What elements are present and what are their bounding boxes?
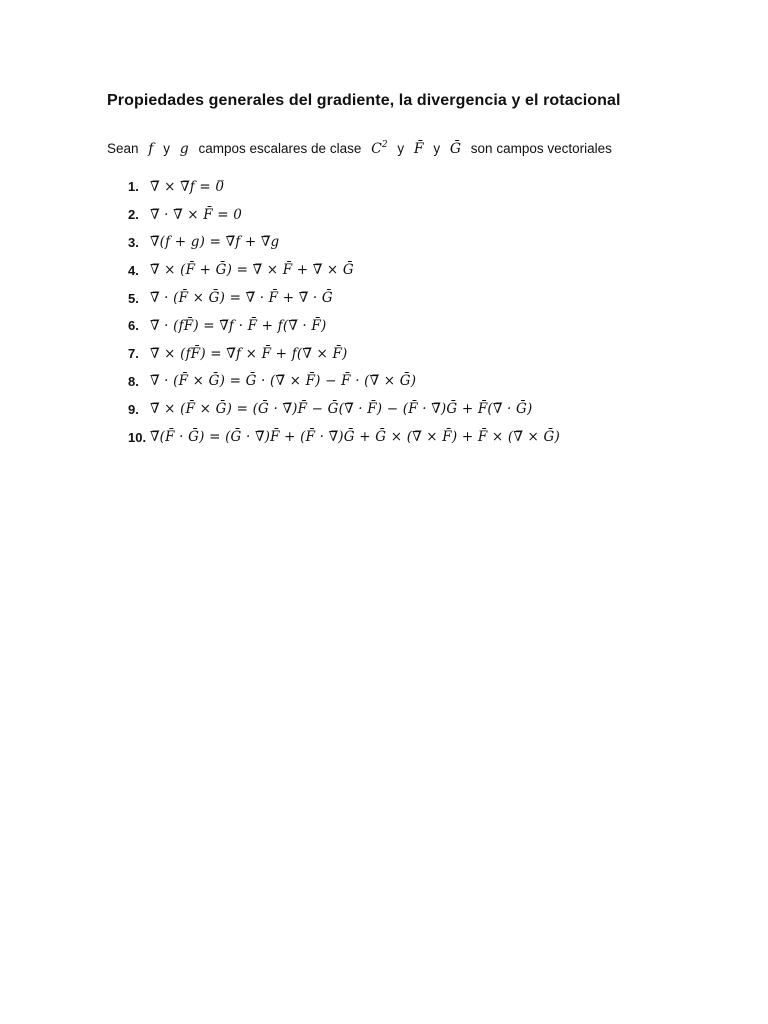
property-formula: ∇̅ · (fF̄) = ∇̅f · F̄ + f(∇̅ · F̄) bbox=[150, 317, 327, 334]
property-formula: ∇̅ · (F̄ × Ḡ) = Ḡ · (∇̅ × F̄) − F̄ · (∇̅ × Ḡ) bbox=[150, 373, 417, 390]
property-item bbox=[128, 229, 560, 257]
property-number: 4. bbox=[128, 262, 139, 278]
symbol-g-vector: Ḡ bbox=[449, 141, 462, 157]
property-formula: ∇̅ × (F̄ + Ḡ) = ∇̅ × F̄ + ∇̅ × Ḡ bbox=[150, 262, 354, 279]
intro-phrase-campos-escalares: campos escalares de clase bbox=[198, 141, 362, 156]
property-formula: ∇̅(F̄ · Ḡ) = (Ḡ · ∇̅)F̄ + (F̄ · ∇̅)Ḡ + Ḡ × (∇̅ × F̄) + F̄ × (∇̅ × Ḡ) bbox=[150, 429, 560, 446]
property-number: 9. bbox=[128, 401, 139, 417]
property-number: 3. bbox=[128, 234, 139, 250]
property-number: 10. bbox=[128, 429, 147, 445]
intro-word-y-3: y bbox=[433, 141, 441, 156]
property-item bbox=[128, 173, 560, 201]
intro-phrase-campos-vectoriales: son campos vectoriales bbox=[470, 141, 612, 156]
property-formula: ∇̅(f + g) = ∇̅f + ∇̅g bbox=[150, 234, 280, 251]
property-number: 5. bbox=[128, 290, 139, 306]
property-number: 6. bbox=[128, 318, 139, 334]
properties-list bbox=[128, 173, 560, 451]
symbol-g: g bbox=[179, 141, 189, 157]
property-number: 2. bbox=[128, 207, 139, 223]
property-item bbox=[128, 284, 560, 312]
property-item bbox=[128, 201, 560, 229]
property-item bbox=[128, 423, 560, 451]
property-formula: ∇̅ × (F̄ × Ḡ) = (Ḡ · ∇̅)F̄ − Ḡ(∇̅ · F̄) − (F̄ · ∇̅)Ḡ + F̄(∇̅ · Ḡ) bbox=[150, 401, 533, 418]
symbol-c-exponent: 2 bbox=[381, 140, 388, 150]
intro-word-y-2: y bbox=[397, 141, 405, 156]
symbol-f: f bbox=[148, 141, 154, 157]
symbol-c: $C^2$ bbox=[371, 140, 388, 157]
property-number: 8. bbox=[128, 373, 139, 389]
property-formula: ∇̅ · ∇̅ × F̄ = 0 bbox=[150, 206, 243, 223]
property-item bbox=[128, 256, 560, 284]
property-formula: ∇̅ × (fF̄) = ∇̅f × F̄ + f(∇̅ × F̄) bbox=[150, 345, 348, 362]
intro-word-y-1: y bbox=[163, 141, 170, 156]
intro-sentence bbox=[107, 136, 612, 158]
intro-word-sean: Sean bbox=[107, 141, 139, 156]
property-number: 1. bbox=[128, 179, 139, 195]
property-item bbox=[128, 395, 560, 423]
document-title: Propiedades generales del gradiente, la divergencia y el rotacional bbox=[107, 92, 621, 109]
property-formula: ∇̅ · (F̄ × Ḡ) = ∇̅ · F̄ + ∇̅ · Ḡ bbox=[150, 290, 333, 307]
property-formula: ∇̅ × ∇̅f = 0̅ bbox=[150, 178, 225, 195]
property-item bbox=[128, 312, 560, 340]
property-number: 7. bbox=[128, 346, 139, 362]
property-item bbox=[128, 368, 560, 396]
symbol-f-vector: F̄ bbox=[413, 141, 424, 157]
property-item bbox=[128, 340, 560, 368]
